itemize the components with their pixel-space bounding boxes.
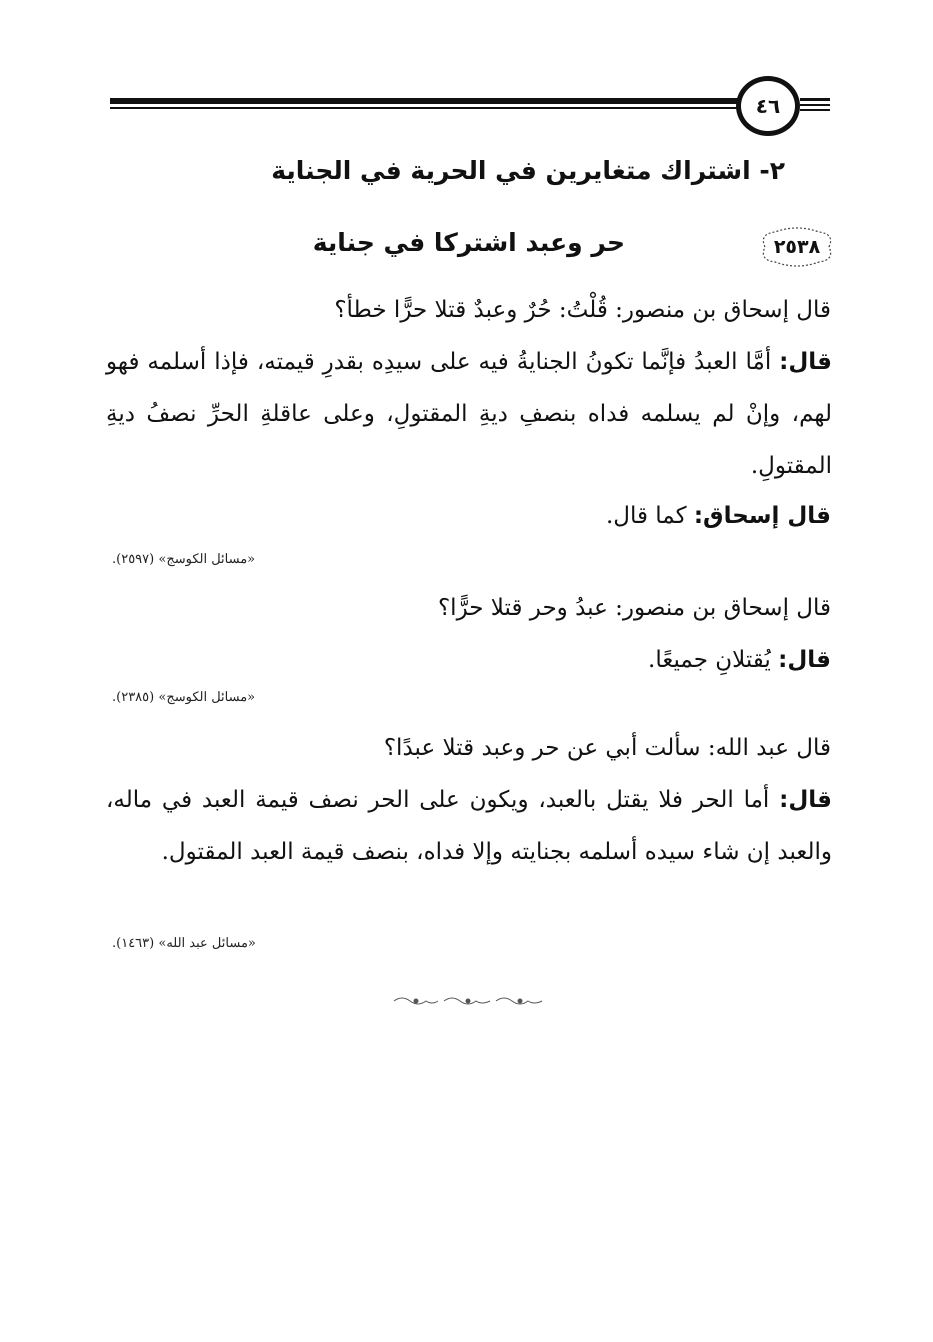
question-line: قال عبد الله: سألت أبي عن حر وعبد قتلا عبدًا؟ — [383, 735, 831, 761]
answer-paragraph — [106, 774, 832, 878]
divider-ornament-icon — [392, 994, 544, 1008]
ishaq-label: قال إسحاق: — [693, 503, 831, 529]
answer-label: قال: — [779, 787, 832, 813]
answer-paragraph — [106, 336, 832, 492]
entry-number-badge — [757, 226, 837, 268]
answer-line — [648, 634, 831, 686]
question-line: قال إسحاق بن منصور: قُلْتُ: حُرٌ وعبدٌ قتلا حرًّا خطأ؟ — [334, 297, 831, 323]
answer-label: قال: — [779, 349, 832, 375]
page-header — [110, 76, 830, 140]
header-rule-end — [800, 104, 830, 106]
source-citation: «مسائل عبد الله» (١٤٦٣). — [112, 936, 256, 951]
ishaq-line — [606, 490, 831, 542]
ishaq-text: كما قال. — [605, 503, 694, 529]
answer-text: أما الحر فلا يقتل بالعبد، ويكون على الحر نصف قيمة العبد في ماله، والعبد إن شاء سيده أسلمه بجنايته وإلا فداه، بنصف قيمة العبد المقتول. — [106, 787, 832, 865]
question-line: قال إسحاق بن منصور: عبدُ وحر قتلا حرًّا؟ — [437, 595, 831, 621]
source-citation: «مسائل الكوسج» (٢٣٨٥). — [112, 690, 256, 705]
header-rule-end — [800, 98, 830, 101]
source-citation: «مسائل الكوسج» (٢٥٩٧). — [112, 552, 256, 567]
answer-text: يُقتلانِ جميعًا. — [648, 647, 779, 673]
entry-number: ٢٥٣٨ — [773, 236, 821, 258]
header-rule-thin — [110, 107, 738, 109]
section-heading: ٢- اشتراك متغايرين في الحرية في الجناية — [271, 156, 785, 185]
answer-label: قال: — [778, 647, 831, 673]
entry-title: حر وعبد اشتركا في جناية — [312, 228, 625, 257]
answer-text: أمَّا العبدُ فإنَّما تكونُ الجنايةُ فيه على سيدِه بقدرِ قيمته، فإذا أسلمه فهو لهم، وإنْ لم يسلمه فداه بنصفِ ديةِ المقتولِ، وعلى عاقلةِ الحرِّ نصفُ ديةِ المقتولِ. — [106, 349, 832, 479]
page-number: ٤٦ — [736, 76, 800, 136]
header-rule — [110, 98, 738, 104]
header-rule-end — [800, 109, 830, 111]
